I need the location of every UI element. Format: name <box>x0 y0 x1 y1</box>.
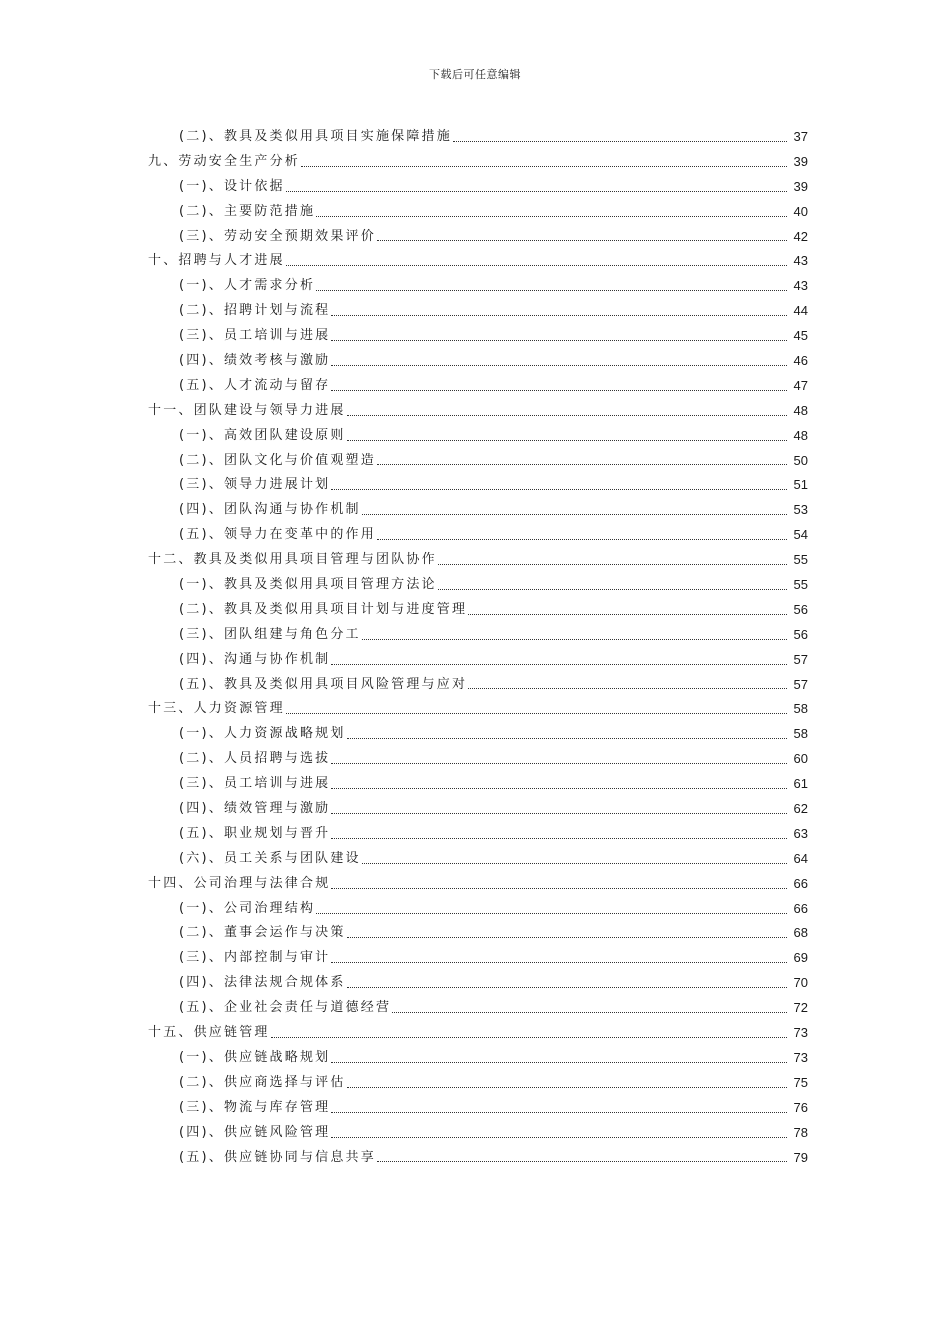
toc-entry-title: (五)、企业社会责任与道德经营 <box>179 1000 392 1016</box>
dot-leader <box>392 1012 787 1013</box>
toc-entry[interactable] <box>148 473 808 498</box>
toc-entry[interactable] <box>148 996 808 1021</box>
toc-entry-title: (二)、供应商选择与评估 <box>179 1074 346 1090</box>
toc-entry-title: (一)、教具及类似用具项目管理方法论 <box>179 577 437 593</box>
toc-entry-page-number: 43 <box>793 278 808 294</box>
dot-leader <box>331 315 787 316</box>
dot-leader <box>286 713 787 714</box>
toc-entry-page-number: 60 <box>793 751 808 767</box>
toc-entry-title: (二)、教具及类似用具项目实施保障措施 <box>179 128 452 144</box>
toc-entry-page-number: 48 <box>793 402 808 418</box>
toc-entry-title: (四)、绩效考核与激励 <box>179 353 331 368</box>
dot-leader <box>331 1137 787 1138</box>
dot-leader <box>362 863 787 864</box>
toc-entry-page-number: 55 <box>793 577 808 593</box>
toc-entry[interactable] <box>148 872 808 897</box>
toc-entry-page-number: 40 <box>793 203 808 219</box>
toc-entry-page-number: 58 <box>793 726 808 742</box>
toc-entry-page-number: 46 <box>793 353 808 368</box>
toc-entry[interactable] <box>148 523 808 548</box>
toc-entry[interactable] <box>148 1046 808 1071</box>
dot-leader <box>377 464 787 465</box>
dot-leader <box>331 962 787 963</box>
toc-entry-page-number: 53 <box>793 502 808 518</box>
toc-entry-page-number: 56 <box>793 626 808 642</box>
dot-leader <box>331 788 787 789</box>
dot-leader <box>362 514 787 515</box>
toc-entry-page-number: 64 <box>793 850 808 866</box>
toc-entry-title: (五)、教具及类似用具项目风险管理与应对 <box>179 676 468 692</box>
dot-leader <box>377 240 787 241</box>
toc-entry[interactable] <box>148 897 808 922</box>
toc-entry-title: 十三、人力资源管理 <box>148 701 285 717</box>
toc-entry-title: 十二、教具及类似用具项目管理与团队协作 <box>148 552 437 568</box>
toc-entry[interactable] <box>148 498 808 523</box>
toc-entry[interactable] <box>148 225 808 250</box>
toc-entry[interactable] <box>148 449 808 474</box>
toc-entry-page-number: 39 <box>793 178 808 194</box>
toc-entry-title: (一)、供应链战略规划 <box>179 1049 331 1065</box>
toc-entry-title: (二)、人员招聘与选拔 <box>179 751 331 767</box>
toc-entry-title: (三)、劳动安全预期效果评价 <box>179 228 376 244</box>
toc-entry-page-number: 42 <box>793 228 808 244</box>
toc-entry[interactable] <box>148 971 808 996</box>
toc-entry-title: (二)、招聘计划与流程 <box>179 303 331 319</box>
toc-entry[interactable] <box>148 648 808 673</box>
toc-entry-page-number: 54 <box>793 527 808 543</box>
dot-leader <box>316 216 787 217</box>
toc-entry-page-number: 73 <box>793 1049 808 1065</box>
toc-entry-title: (二)、董事会运作与决策 <box>179 925 346 941</box>
dot-leader <box>453 141 787 142</box>
toc-entry-title: (五)、职业规划与晋升 <box>179 825 331 841</box>
dot-leader <box>438 589 787 590</box>
toc-entry-title: (六)、员工关系与团队建设 <box>179 850 361 866</box>
toc-entry-title: (一)、公司治理结构 <box>179 900 316 916</box>
toc-entry-page-number: 48 <box>793 427 808 443</box>
toc-entry[interactable] <box>148 598 808 623</box>
toc-entry-title: 十五、供应链管理 <box>148 1025 270 1041</box>
toc-entry-page-number: 47 <box>793 377 808 393</box>
toc-entry-page-number: 43 <box>793 253 808 269</box>
toc-entry-title: 十四、公司治理与法律合规 <box>148 875 331 891</box>
toc-entry-page-number: 66 <box>793 900 808 916</box>
toc-entry[interactable] <box>148 797 808 822</box>
dot-leader <box>331 1062 787 1063</box>
toc-entry[interactable] <box>148 573 808 598</box>
toc-entry-title: (一)、设计依据 <box>179 178 285 194</box>
toc-entry[interactable] <box>148 697 808 722</box>
toc-entry-page-number: 63 <box>793 825 808 841</box>
toc-entry-title: (一)、人力资源战略规划 <box>179 726 346 742</box>
dot-leader <box>468 614 787 615</box>
toc-entry-title: (三)、员工培训与进展 <box>179 328 331 344</box>
toc-entry-page-number: 69 <box>793 950 808 966</box>
toc-entry[interactable] <box>148 324 808 349</box>
dot-leader <box>347 440 787 441</box>
toc-entry-title: (四)、沟通与协作机制 <box>179 651 331 667</box>
toc-entry-page-number: 68 <box>793 925 808 941</box>
dot-leader <box>301 166 787 167</box>
toc-entry[interactable] <box>148 175 808 200</box>
dot-leader <box>347 987 787 988</box>
toc-entry-page-number: 75 <box>793 1074 808 1090</box>
toc-entry-title: (三)、内部控制与审计 <box>179 950 331 966</box>
dot-leader <box>331 664 787 665</box>
toc-entry[interactable] <box>148 1071 808 1096</box>
toc-entry[interactable] <box>148 1096 808 1121</box>
dot-leader <box>468 688 787 689</box>
dot-leader <box>331 838 787 839</box>
toc-entry-title: 九、劳动安全生产分析 <box>148 153 301 169</box>
toc-entry-title: (四)、供应链风险管理 <box>179 1124 331 1140</box>
toc-entry-title: (二)、主要防范措施 <box>179 203 316 219</box>
dot-leader <box>331 390 787 391</box>
toc-entry-title: (五)、人才流动与留存 <box>179 377 331 393</box>
toc-entry[interactable] <box>148 548 808 573</box>
toc-entry[interactable] <box>148 299 808 324</box>
toc-entry-page-number: 45 <box>793 328 808 344</box>
toc-entry-title: (二)、教具及类似用具项目计划与进度管理 <box>179 601 468 617</box>
toc-entry[interactable] <box>148 200 808 225</box>
toc-entry[interactable] <box>148 922 808 947</box>
page-header: 下载后可任意编辑 <box>429 68 521 81</box>
toc-entry-page-number: 51 <box>793 477 808 493</box>
toc-entry-page-number: 37 <box>793 128 808 144</box>
dot-leader <box>347 415 787 416</box>
toc-entry-page-number: 44 <box>793 303 808 319</box>
toc-entry[interactable] <box>148 249 808 274</box>
toc-entry-page-number: 57 <box>793 651 808 667</box>
dot-leader <box>347 738 787 739</box>
toc-entry-title: (四)、法律法规合规体系 <box>179 975 346 991</box>
toc-entry-page-number: 61 <box>793 776 808 792</box>
toc-entry-title: (一)、人才需求分析 <box>179 278 316 294</box>
toc-entry-title: (三)、领导力进展计划 <box>179 477 331 493</box>
toc-entry-page-number: 79 <box>793 1149 808 1165</box>
toc-entry[interactable] <box>148 722 808 747</box>
toc-entry-page-number: 66 <box>793 875 808 891</box>
toc-entry[interactable] <box>148 125 808 150</box>
dot-leader <box>316 913 787 914</box>
toc-entry-title: (三)、物流与库存管理 <box>179 1099 331 1115</box>
toc-entry[interactable] <box>148 1021 808 1046</box>
dot-leader <box>331 888 787 889</box>
toc-entry[interactable] <box>148 274 808 299</box>
toc-entry-page-number: 70 <box>793 975 808 991</box>
toc-entry-title: (五)、供应链协同与信息共享 <box>179 1149 376 1165</box>
toc-entry-title: (三)、团队组建与角色分工 <box>179 626 361 642</box>
toc-entry[interactable] <box>148 150 808 175</box>
toc-entry-page-number: 39 <box>793 153 808 169</box>
toc-entry-page-number: 57 <box>793 676 808 692</box>
toc-entry[interactable] <box>148 623 808 648</box>
toc-entry[interactable] <box>148 772 808 797</box>
dot-leader <box>331 813 787 814</box>
toc-entry-title: 十、招聘与人才进展 <box>148 253 285 269</box>
toc-entry[interactable] <box>148 822 808 847</box>
dot-leader <box>331 763 787 764</box>
dot-leader <box>286 265 787 266</box>
toc-entry-title: (四)、绩效管理与激励 <box>179 801 331 817</box>
toc-entry[interactable] <box>148 1121 808 1146</box>
table-of-contents <box>148 125 808 1170</box>
toc-entry-page-number: 73 <box>793 1025 808 1041</box>
toc-entry-page-number: 55 <box>793 552 808 568</box>
toc-entry[interactable] <box>148 747 808 772</box>
toc-entry[interactable] <box>148 1146 808 1171</box>
dot-leader <box>271 1037 787 1038</box>
toc-entry[interactable] <box>148 374 808 399</box>
toc-entry-page-number: 62 <box>793 801 808 817</box>
dot-leader <box>347 1087 787 1088</box>
toc-entry[interactable] <box>148 673 808 698</box>
dot-leader <box>362 639 787 640</box>
toc-entry-page-number: 58 <box>793 701 808 717</box>
toc-entry-title: (五)、领导力在变革中的作用 <box>179 527 376 543</box>
dot-leader <box>331 365 787 366</box>
toc-entry-page-number: 76 <box>793 1099 808 1115</box>
toc-entry-title: (二)、团队文化与价值观塑造 <box>179 452 376 468</box>
dot-leader <box>331 1112 787 1113</box>
toc-entry-page-number: 56 <box>793 601 808 617</box>
dot-leader <box>286 191 787 192</box>
dot-leader <box>377 1161 787 1162</box>
toc-entry-title: 十一、团队建设与领导力进展 <box>148 402 346 418</box>
toc-entry[interactable] <box>148 424 808 449</box>
dot-leader <box>331 340 787 341</box>
dot-leader <box>347 937 787 938</box>
dot-leader <box>316 290 787 291</box>
toc-entry-title: (三)、员工培训与进展 <box>179 776 331 792</box>
toc-entry[interactable] <box>148 847 808 872</box>
toc-entry[interactable] <box>148 399 808 424</box>
dot-leader <box>377 539 787 540</box>
toc-entry[interactable] <box>148 349 808 374</box>
toc-entry-title: (四)、团队沟通与协作机制 <box>179 502 361 518</box>
dot-leader <box>331 489 787 490</box>
toc-entry[interactable] <box>148 946 808 971</box>
dot-leader <box>438 564 787 565</box>
toc-entry-page-number: 72 <box>793 1000 808 1016</box>
toc-entry-page-number: 78 <box>793 1124 808 1140</box>
toc-entry-title: (一)、高效团队建设原则 <box>179 427 346 443</box>
toc-entry-page-number: 50 <box>793 452 808 468</box>
